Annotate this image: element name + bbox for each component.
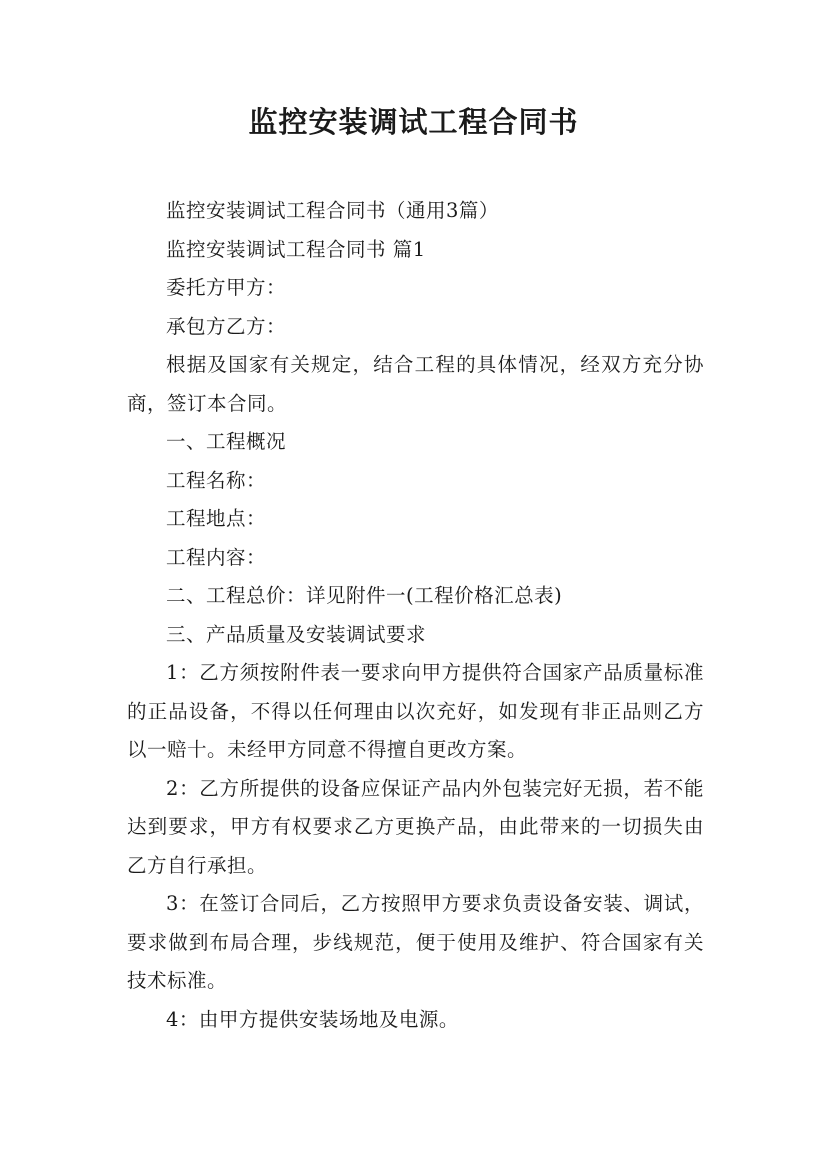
document-body bbox=[127, 192, 704, 1039]
paragraph-client-party: 委托方甲方： bbox=[166, 276, 287, 299]
field-project-name: 工程名称： bbox=[166, 468, 267, 492]
clause-1: 1：乙方须按附件表一要求向甲方提供符合国家产品质量标准的正品设备，不得以任何理由以次充好，如发现有非正品则乙方以一赔十。未经甲方同意不得擅自更改方案。 bbox=[127, 661, 704, 761]
clause-3: 3：在签订合同后，乙方按照甲方要求负责设备安装、调试，要求做到布局合理，步线规范，便于使用及维护、符合国家有关技术标准。 bbox=[127, 892, 704, 992]
field-project-location: 工程地点： bbox=[166, 507, 267, 530]
document-title: 监控安装调试工程合同书 bbox=[248, 105, 579, 139]
section-heading-quality: 三、产品质量及安装调试要求 bbox=[166, 622, 427, 646]
section-heading-total-price: 二、工程总价：详见附件一(工程价格汇总表) bbox=[166, 584, 563, 607]
paragraph-preamble: 根据及国家有关规定，结合工程的具体情况，经双方充分协商，签订本合同。 bbox=[127, 353, 704, 415]
paragraph-part-heading: 监控安装调试工程合同书 篇1 bbox=[166, 237, 426, 261]
clause-2: 2：乙方所提供的设备应保证产品内外包装完好无损，若不能达到要求，甲方有权要求乙方更换产品，由此带来的一切损失由乙方自行承担。 bbox=[127, 776, 704, 877]
section-heading-overview: 一、工程概况 bbox=[166, 430, 287, 453]
field-project-content: 工程内容： bbox=[166, 545, 267, 569]
clause-4: 4：由甲方提供安装场地及电源。 bbox=[166, 1007, 459, 1031]
paragraph-contractor-party: 承包方乙方： bbox=[166, 314, 287, 338]
paragraph-collection-heading: 监控安装调试工程合同书（通用3篇） bbox=[166, 199, 499, 222]
